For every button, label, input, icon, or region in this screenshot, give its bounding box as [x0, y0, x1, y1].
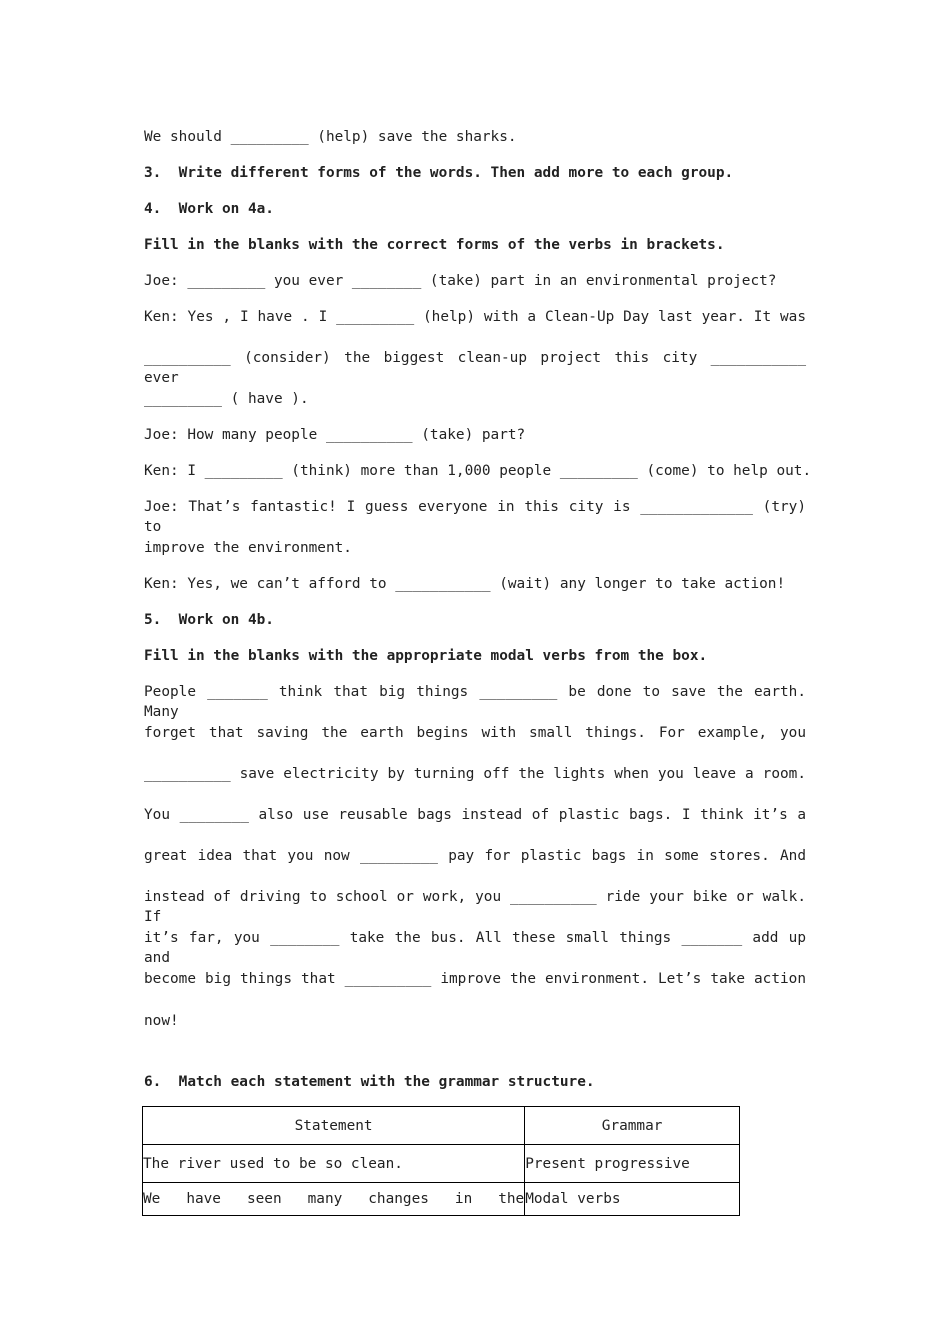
passage-line: great idea that you now _________ pay for plastic bags in some stores. And: [144, 848, 806, 864]
dialogue-line: Joe: That’s fantastic! I guess everyone in this city is _____________ (try) to: [144, 499, 806, 535]
section-heading: 5. Work on 4b.: [144, 612, 274, 628]
dialogue-line: _________ ( have ).: [144, 391, 309, 407]
passage-line: People _______ think that big things _________ be done to save the earth. Many: [144, 684, 806, 720]
passage-line: now!: [144, 1013, 179, 1029]
exercise-line: We should _________ (help) save the sharks.: [144, 129, 517, 145]
header-statement: Statement: [143, 1107, 525, 1145]
statement-cell: We have seen many changes in the: [143, 1183, 525, 1216]
table-header-row: [143, 1107, 740, 1145]
statement-cell: The river used to be so clean.: [143, 1145, 525, 1183]
dialogue-line: Ken: Yes, we can’t afford to ___________ (wait) any longer to take action!: [144, 576, 786, 592]
passage-line: __________ save electricity by turning off the lights when you leave a room.: [144, 766, 806, 782]
section-instruction: Fill in the blanks with the appropriate modal verbs from the box.: [144, 648, 708, 664]
dialogue-line: __________ (consider) the biggest clean-up project this city ___________ ever: [144, 350, 806, 386]
grammar-cell: Modal verbs: [525, 1183, 740, 1216]
section-instruction: Fill in the blanks with the correct forms of the verbs in brackets.: [144, 237, 725, 253]
dialogue-line: Ken: Yes , I have . I _________ (help) with a Clean-Up Day last year. It was: [144, 309, 806, 325]
dialogue-line: Joe: How many people __________ (take) part?: [144, 427, 526, 443]
passage-line: You ________ also use reusable bags instead of plastic bags. I think it’s a: [144, 807, 806, 823]
passage-line: forget that saving the earth begins with small things. For example, you: [144, 725, 806, 741]
section-heading: 6. Match each statement with the grammar structure.: [144, 1074, 595, 1090]
header-grammar: Grammar: [525, 1107, 740, 1145]
dialogue-line: Joe: _________ you ever ________ (take) part in an environmental project?: [144, 273, 777, 289]
grammar-cell: Present progressive: [525, 1145, 740, 1183]
grammar-match-table: [142, 1106, 740, 1216]
section-heading: 3. Write different forms of the words. Then add more to each group.: [144, 165, 734, 181]
passage-line: become big things that __________ improve the environment. Let’s take action: [144, 971, 806, 987]
passage-line: instead of driving to school or work, you __________ ride your bike or walk. If: [144, 889, 806, 925]
table-row: [143, 1145, 740, 1183]
table-row: [143, 1183, 740, 1216]
passage-line: it’s far, you ________ take the bus. All these small things _______ add up and: [144, 930, 806, 966]
dialogue-line: improve the environment.: [144, 540, 352, 556]
section-heading: 4. Work on 4a.: [144, 201, 274, 217]
dialogue-line: Ken: I _________ (think) more than 1,000 people _________ (come) to help out.: [144, 463, 812, 479]
